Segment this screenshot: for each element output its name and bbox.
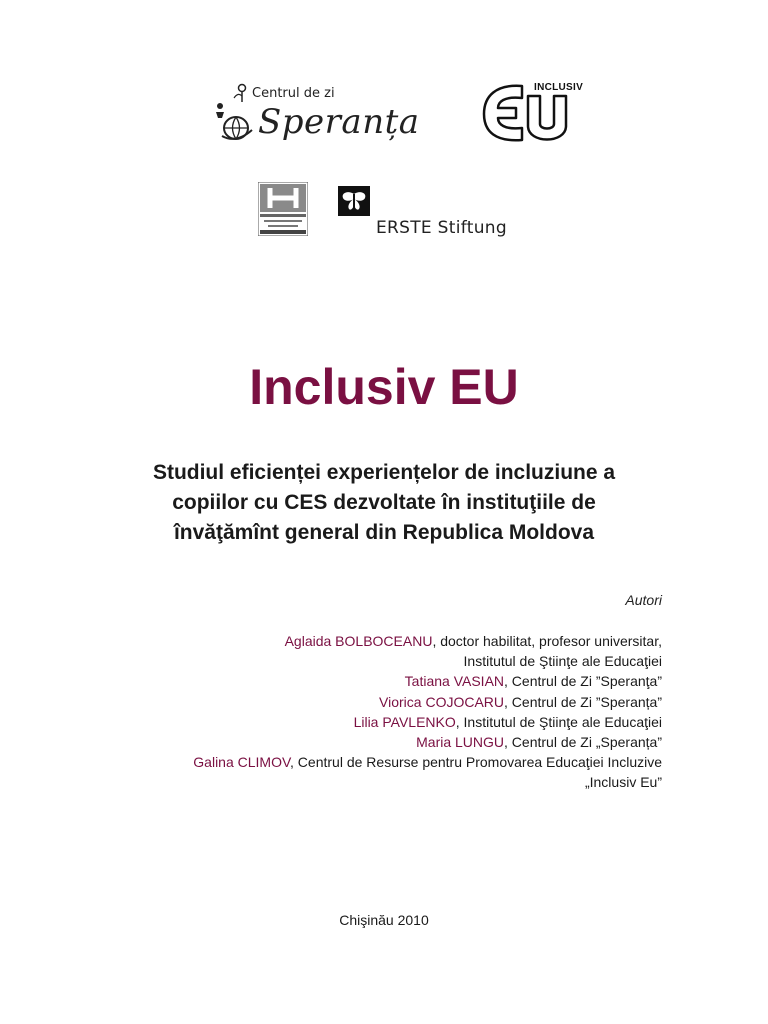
- speranta-logo-top-text: Centrul de zi: [252, 86, 335, 101]
- subtitle-line: învăţămînt general din Republica Moldova: [173, 521, 595, 544]
- inclusiv-eu-logo: [482, 80, 584, 144]
- subtitle-line: copiilor cu CES dezvoltate în instituţiile de: [172, 491, 596, 514]
- erste-bee-icon: [338, 186, 370, 216]
- speranta-logo-script-text: Speranța: [258, 102, 420, 142]
- author-name: Aglaida BOLBOCEANU: [284, 633, 433, 649]
- author-line: [102, 651, 662, 671]
- subtitle: [80, 458, 688, 548]
- inclusiv-eu-logo-small-text: INCLUSIV: [534, 82, 584, 93]
- author-name: Lilia PAVLENKO: [353, 713, 456, 730]
- subtitle-line: Studiul eficienței experiențelor de incluziune a: [152, 461, 616, 484]
- author-name: Maria LUNGU: [416, 734, 505, 751]
- author-line: [102, 712, 662, 732]
- speranta-logo: [212, 78, 434, 148]
- author-name: Viorica COJOCARU: [379, 693, 505, 710]
- erste-stiftung-logo: [338, 186, 370, 216]
- hilfswerk-austria-mark-icon: [258, 182, 308, 236]
- author-affiliation: , Centrul de Zi ”Speranţa”: [504, 673, 662, 690]
- author-name: Galina CLIMOV: [193, 754, 291, 771]
- author-affiliation: , Centrul de Zi ”Speranța”: [504, 693, 662, 710]
- author-line: [102, 732, 662, 752]
- author-affiliation: , Centrul de Resurse pentru Promovarea Educaţiei Incluzive: [290, 754, 662, 771]
- author-affiliation: , doctor habilitat, profesor universitar,: [432, 633, 662, 649]
- authors-heading: Autori: [625, 592, 662, 608]
- place-and-year: Chişinău 2010: [339, 912, 429, 928]
- page-title: Inclusiv EU: [249, 359, 519, 415]
- author-line: [102, 752, 662, 772]
- authors-list: [102, 631, 662, 793]
- author-name: Tatiana VASIAN: [404, 673, 505, 690]
- author-affiliation: , Institutul de Ştiinţe ale Educaţiei: [455, 713, 662, 730]
- author-affiliation: Institutul de Ştiinţe ale Educaţiei: [463, 653, 662, 670]
- author-line: [102, 692, 662, 712]
- author-line: [102, 671, 662, 691]
- author-line: [102, 631, 662, 651]
- author-line: [102, 772, 662, 792]
- hilfswerk-austria-logo: [258, 182, 308, 236]
- author-affiliation: , Centrul de Zi „Speranța”: [504, 734, 662, 751]
- author-affiliation: „Inclusiv Eu”: [584, 774, 662, 791]
- erste-stiftung-text: ERSTE Stiftung: [376, 218, 507, 238]
